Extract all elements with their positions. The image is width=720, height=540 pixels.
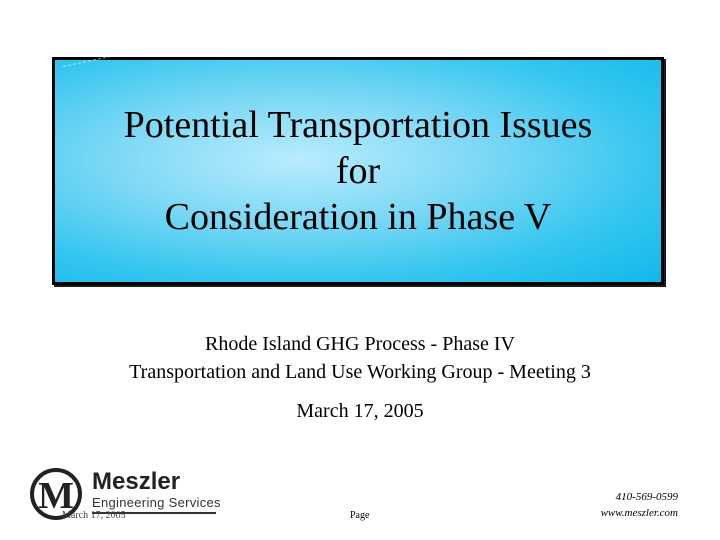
decorative-line (63, 41, 189, 106)
logo-letter: M (38, 475, 74, 517)
footer-page-label: Page (350, 510, 370, 521)
title-line-2: for (335, 150, 381, 192)
logo-tagline: Engineering Services (92, 495, 221, 510)
footer-phone: 410-569-0599 (615, 491, 678, 503)
title-box (52, 57, 664, 285)
subtitle-working-group: Transportation and Land Use Working Group - Meeting 3 (129, 361, 591, 383)
subtitle-date: March 17, 2005 (296, 400, 424, 422)
footer-date: March 17, 2005 (62, 510, 126, 521)
title-line-3: Consideration in Phase V (164, 196, 552, 238)
logo-company-name: Meszler (92, 468, 181, 495)
footer-website[interactable]: www.meszler.com (600, 507, 678, 519)
footer-contact (601, 489, 678, 521)
subtitle-process: Rhode Island GHG Process - Phase IV (205, 333, 515, 355)
company-logo (30, 464, 230, 524)
title-line-1: Potential Transportation Issues (123, 104, 593, 146)
